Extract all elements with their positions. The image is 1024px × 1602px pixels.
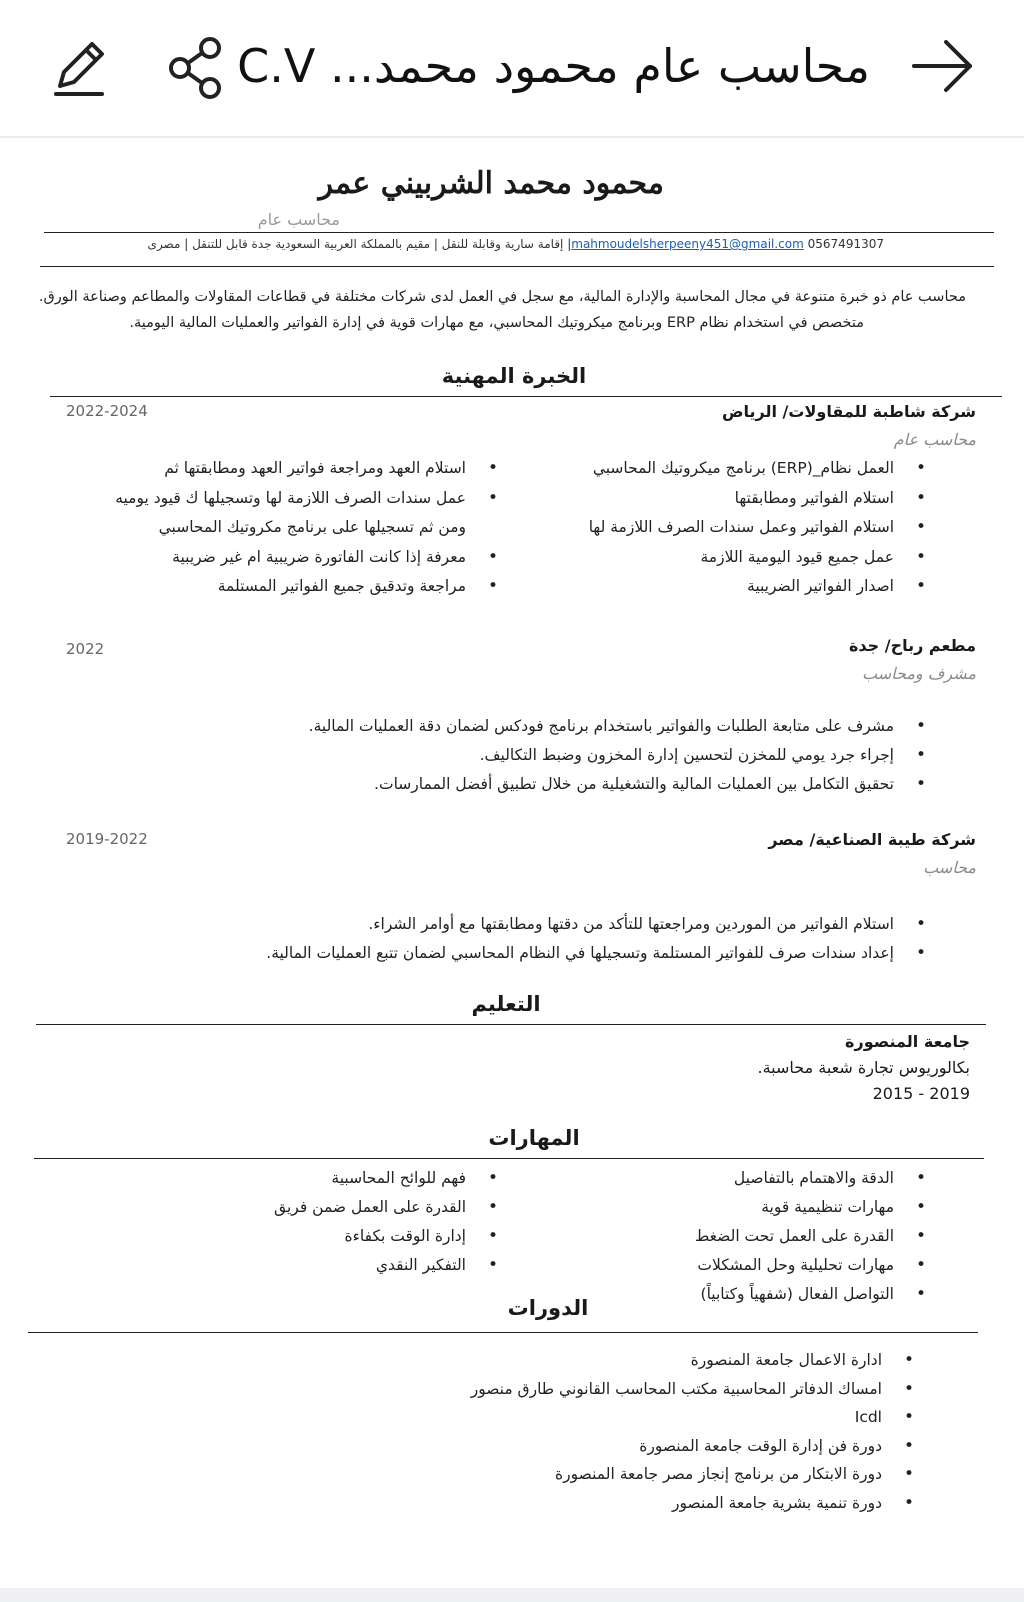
job-dates: 2019-2022 (66, 830, 148, 848)
job-dates: 2022-2024 (66, 402, 148, 420)
share-icon[interactable] (158, 30, 238, 110)
job-dates: 2022 (66, 640, 105, 658)
job-role: محاسب (923, 858, 976, 877)
list-item: • القدرة على العمل تحت الضغط (695, 1222, 934, 1251)
cv-document (0, 140, 1024, 1584)
edit-pencil-icon[interactable] (40, 30, 120, 110)
summary-line: متخصص في استخدام نظام ERP وبرنامج ميكروتيك المحاسبي، مع مهارات قوية في إدارة الفواتير والعمليات المالية اليومية. (129, 315, 864, 331)
courses-list (471, 1346, 922, 1518)
list-item: • إجراء جرد يومي للمخزن لتحسين إدارة المخزون وضبط التكاليف. (309, 741, 934, 770)
email-link[interactable]: mahmoudelsherpeeny451@gmail.com (571, 237, 804, 251)
list-item: • استلام الفواتير وعمل سندات الصرف اللازمة لها (589, 513, 934, 543)
list-item: • القدرة على العمل ضمن فريق (274, 1193, 506, 1222)
divider (36, 1024, 986, 1025)
list-item: • استلام الفواتير ومطابقتها (589, 484, 934, 514)
list-item: • دورة الابتكار من برنامج إنجاز مصر جامعة المنصورة (471, 1460, 922, 1489)
divider (50, 396, 1002, 397)
job-duties-left (115, 454, 506, 602)
summary-line: محاسب عام ذو خبرة متنوعة في مجال المحاسبة والإدارة المالية، مع سجل في العمل لدى شركات مختلفة في قطاعات المقاولات والمطاعم وصناعة الورق. (38, 289, 966, 305)
list-item: • استلام العهد ومراجعة فواتير العهد ومطابقتها ثم (115, 454, 506, 484)
skills-left (274, 1164, 506, 1280)
list-item: • إعداد سندات صرف للفواتير المستلمة وتسجيلها في النظام المحاسبي لضمان تتبع العمليات المالية. (266, 939, 934, 968)
app-bar (0, 0, 1024, 138)
list-item: • العمل نظام_(ERP) برنامج ميكروتيك المحاسبي (589, 454, 934, 484)
job-duties (309, 712, 934, 799)
list-item: • عمل جميع قيود اليومية اللازمة (589, 543, 934, 573)
list-item: • التفكير النقدي (274, 1251, 506, 1280)
divider (34, 1158, 984, 1159)
list-item: • مهارات تحليلية وحل المشكلات (695, 1251, 934, 1280)
skills-heading: المهارات (488, 1126, 580, 1150)
job-company: شركة شاطبة للمقاولات/ الرياض (721, 402, 976, 421)
list-item: • ادارة الاعمال جامعة المنصورة (471, 1346, 922, 1375)
skills-right (695, 1164, 934, 1309)
list-item: • تحقيق التكامل بين العمليات المالية والتشغيلية من خلال تطبيق أفضل الممارسات. (309, 770, 934, 799)
arrow-right-icon[interactable] (900, 30, 980, 110)
education-years: 2015 - 2019 (872, 1084, 970, 1103)
job-duties (266, 910, 934, 968)
list-item: • مهارات تنظيمية قوية (695, 1193, 934, 1222)
contact-details: 0567491307| إقامة سارية وقابلة للنقل | مقيم بالمملكة العربية السعودية جدة قابل للتنقل | مصرى (147, 237, 884, 251)
divider (28, 1332, 978, 1333)
list-item: ومن ثم تسجيلها على برنامج مكروتيك المحاسبي (158, 518, 466, 536)
list-item: • معرفة إذا كانت الفاتورة ضريبية ام غير ضريبية (115, 543, 506, 573)
job-role: مشرف ومحاسب (862, 664, 976, 683)
divider (40, 266, 994, 267)
job-duties-right (589, 454, 934, 602)
list-item: • دورة فن إدارة الوقت جامعة المنصورة (471, 1432, 922, 1461)
job-company: شركة طيبة الصناعية/ مصر (768, 830, 976, 849)
candidate-name: محمود محمد الشربيني عمر (318, 166, 664, 201)
list-item: • مراجعة وتدقيق جميع الفواتير المستلمة (115, 572, 506, 602)
list-item: • Icdl (471, 1403, 922, 1432)
bottom-edge (0, 1588, 1024, 1602)
job-role: محاسب عام (893, 430, 976, 449)
summary (39, 284, 966, 336)
divider (44, 232, 994, 233)
list-item: • امساك الدفاتر المحاسبية مكتب المحاسب القانوني طارق منصور (471, 1375, 922, 1404)
list-item: • فهم للوائح المحاسبية (274, 1164, 506, 1193)
courses-heading: الدورات (507, 1296, 589, 1320)
candidate-headline: محاسب عام (257, 210, 340, 229)
education-university: جامعة المنصورة (845, 1032, 970, 1051)
document-title: محاسب عام محمود محمد... C.V (237, 39, 870, 93)
job-company: مطعم رباح/ جدة (848, 636, 976, 655)
list-item: • دورة تنمية بشرية جامعة المنصور (471, 1489, 922, 1518)
list-item: • إدارة الوقت بكفاءة (274, 1222, 506, 1251)
education-heading: التعليم (471, 992, 541, 1016)
list-item: • عمل سندات الصرف اللازمة لها وتسجيلها ك قيود يوميه (115, 484, 506, 514)
list-item: • التواصل الفعال (شفهياً وكتابياً) (695, 1280, 934, 1309)
education-degree: بكالوريوس تجارة شعبة محاسبة. (757, 1058, 970, 1077)
list-item: • مشرف على متابعة الطلبات والفواتير باستخدام برنامج فودكس لضمان دقة العمليات المالية. (309, 712, 934, 741)
contact-line (148, 237, 884, 251)
list-item: • استلام الفواتير من الموردين ومراجعتها للتأكد من دقتها ومطابقتها مع أوامر الشراء. (266, 910, 934, 939)
list-item: • اصدار الفواتير الضريبية (589, 572, 934, 602)
experience-heading: الخبرة المهنية (441, 364, 587, 388)
list-item: • الدقة والاهتمام بالتفاصيل (695, 1164, 934, 1193)
